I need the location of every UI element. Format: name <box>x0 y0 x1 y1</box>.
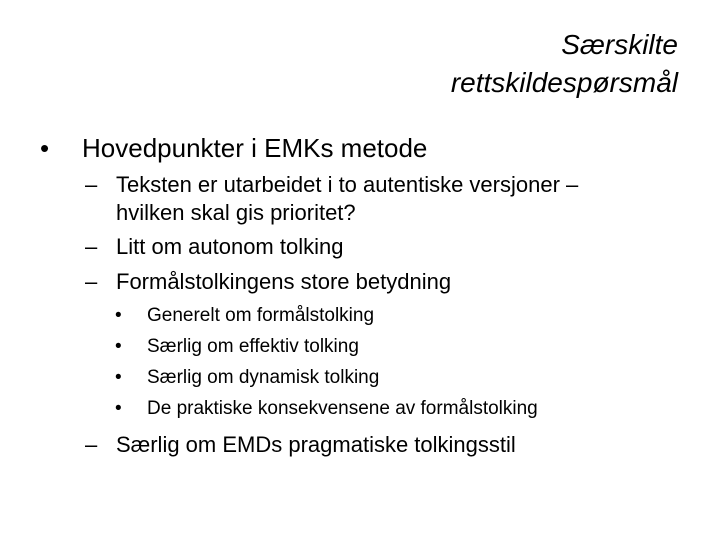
bullet-marker-small: • <box>115 336 122 357</box>
sub-sub-item-general: Generelt om formålstolking <box>147 305 375 326</box>
bullet-item-main: Hovedpunkter i EMKs metode <box>82 133 428 163</box>
sub-sub-item-effective: Særlig om effektiv tolking <box>147 336 359 357</box>
bullet-marker-small: • <box>115 367 122 388</box>
dash-marker: – <box>85 172 98 197</box>
sub-item-purposive: Formålstolkingens store betydning <box>116 269 452 294</box>
bullet-marker: • <box>40 133 50 163</box>
slide-title <box>118 26 678 102</box>
bullet-marker-small: • <box>115 305 122 326</box>
title-line-1: Særskilte <box>561 29 678 60</box>
sub-item-versions-line-1: Teksten er utarbeidet i to autentiske versjoner – <box>116 172 579 197</box>
title-line-2: rettskildespørsmål <box>450 67 678 98</box>
dash-marker: – <box>85 234 98 259</box>
sub-item-versions-line-2: hvilken skal gis prioritet? <box>116 200 356 225</box>
sub-item-autonomous: Litt om autonom tolking <box>116 234 344 259</box>
sub-sub-item-consequences: De praktiske konsekvensene av formålstolking <box>147 398 538 419</box>
dash-marker: – <box>85 269 98 294</box>
sub-item-pragmatic: Særlig om EMDs pragmatiske tolkingsstil <box>116 432 516 457</box>
sub-sub-item-dynamic: Særlig om dynamisk tolking <box>147 367 380 388</box>
bullet-marker-small: • <box>115 398 122 419</box>
dash-marker: – <box>85 432 98 457</box>
